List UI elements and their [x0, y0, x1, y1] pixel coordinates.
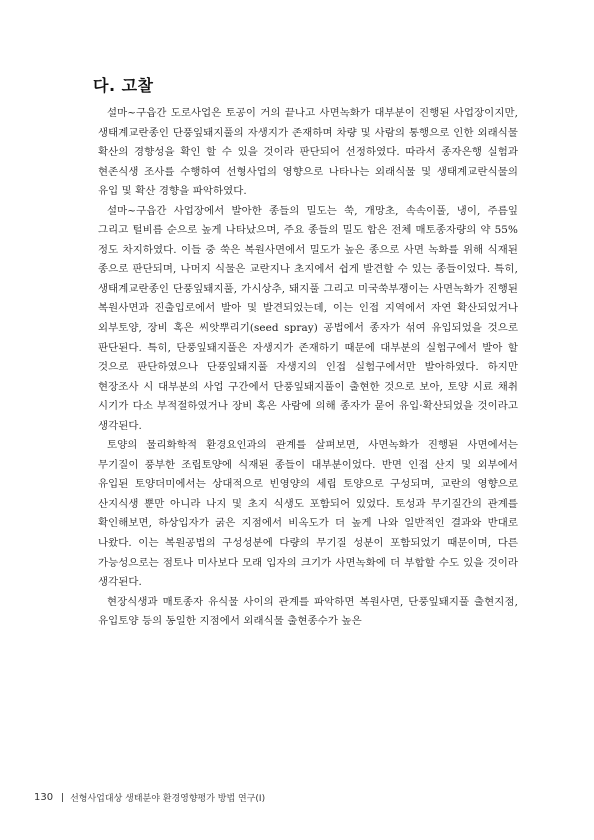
paragraph-3: 토양의 물리화학적 환경요인과의 관계를 살펴보면, 사면녹화가 진행된 사면에서는 무기질이 풍부한 조립토양에 식재된 종들이 대부분이었다. 반면 인접 산지 및 외부에서 유입된 토양더미에서는 상대적으로 빈영양의 세립 토양으로 구성되며, 교란의 영향으로 산지식생 뿐만 아니라 나지 및 초지 식생도 포함되어 있었다. 토성과 무기질간의 관계를 확인해보면, 하상입자가 굵은 지점에서 비옥도가 더 높게 나와 일반적인 결과와 반대로 나왔다. 이는 복원공법의 구성성분에 다량의 무기질 성분이 포함되었기 때문이며, 다른 가능성으로는 점토나 미사보다 모래 입자의 크기가 사면녹화에 더 부합할 수도 있을 것이라 생각된다. — [98, 439, 518, 589]
page-number: 130 — [34, 792, 54, 803]
body-text — [98, 104, 518, 632]
paragraph-1: 설마~구읍간 도로사업은 토공이 거의 끝나고 사면녹화가 대부분이 진행된 사업장이지만, 생태계교란종인 단풍잎돼지풀의 자생지가 존재하며 차량 및 사람의 통행으로 인한 외래식물 확산의 경향성을 확인 할 수 있을 것이라 판단되어 선정하였다. 따라서 종자은행 실험과 현존식생 조사를 수행하여 선형사업의 영향으로 나타나는 외래식물 및 생태계교란식물의 유입 및 확산 경향을 파악하였다. — [98, 107, 518, 198]
running-title: 선형사업대상 생태분야 환경영향평가 방법 연구(Ⅰ) — [70, 794, 266, 804]
section-heading: 다. 고찰 — [93, 76, 154, 95]
paragraph-4: 현장식생과 매토종자 유식물 사이의 관계를 파악하면 복원사면, 단풍잎돼지풀 출현지점, 유입토양 등의 동일한 지점에서 외래식물 출현종수가 높은 — [98, 595, 518, 628]
footer-divider — [62, 793, 63, 802]
paragraph-2: 설마~구읍간 사업장에서 발아한 종들의 밀도는 쑥, 개망초, 속속이풀, 냉이, 주름잎 그리고 털비름 순으로 높게 나타났으며, 주요 종들의 밀도 합은 전체 매토종자량의 약 55% 정도 차지하였다. 이들 중 쑥은 복원사면에서 밀도가 높은 종으로 사면 녹화를 위해 식재된 종으로 판단되며, 나머지 식물은 교란지나 초지에서 쉽게 발견할 수 있는 종들이었다. 특히, 생태계교란종인 단풍잎돼지풀, 가시상추, 돼지풀 그리고 미국쑥부쟁이는 사면녹화가 진행된 복원사면과 진출입로에서 발아 및 발견되었는데, 이는 인접 지역에서 자연 확산되었거나 외부토양, 장비 혹은 씨앗뿌리기(seed spray) 공법에서 종자가 섞여 유입되었을 것으로 판단된다. 특히, 단풍잎돼지풀은 자생지가 존재하기 때문에 대부분의 실험구에서 발아 할 것으로 판단하였으나 단풍잎돼지풀 자생지의 인접 실험구에서만 발아하였다. 하지만 현장조사 시 대부분의 사업 구간에서 단풍잎돼지풀이 출현한 것으로 보아, 토양 시료 채취 시기가 다소 부적절하였거나 장비 혹은 사람에 의해 종자가 묻어 유입·확산되었을 것이라고 생각된다. — [98, 204, 518, 432]
page-footer — [34, 791, 265, 804]
